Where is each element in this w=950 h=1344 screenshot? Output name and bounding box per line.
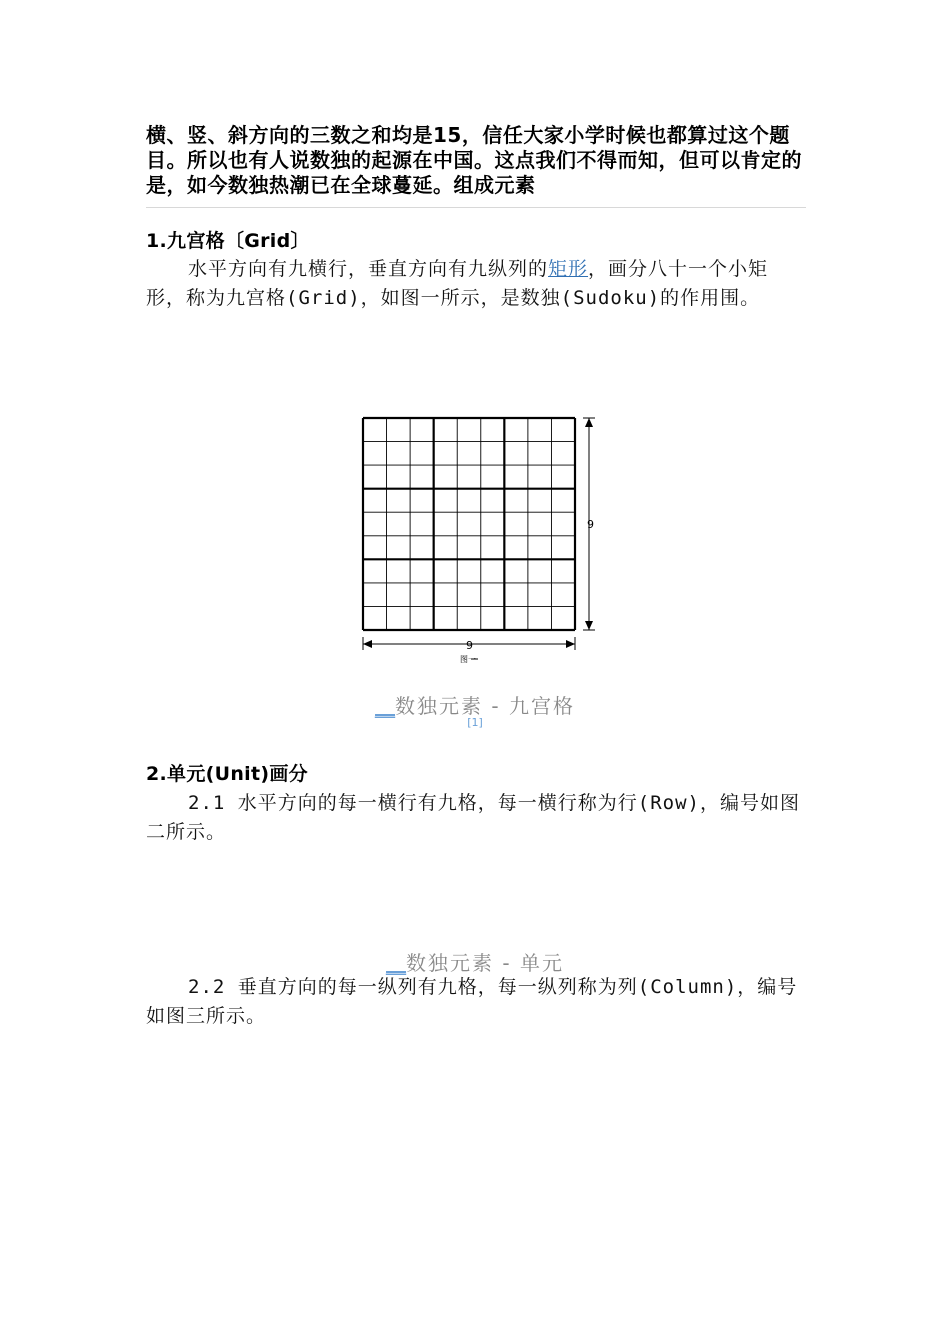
section-heading-grid: 1.九宫格〔Grid〕 (146, 230, 310, 252)
caption-text: 数独元素 - 单元 (406, 951, 564, 975)
section-heading-unit: 2.单元(Unit)画分 (146, 763, 308, 785)
figure-caption-grid (0, 690, 950, 719)
width-dimension (363, 637, 575, 652)
height-dimension (583, 418, 595, 630)
column-text: 2.2 垂直方向的每一纵列有九格，每一纵列称为列(Column)，编号如图三所示。 (146, 976, 798, 1027)
figure-caption-unit (0, 947, 950, 976)
row-description-paragraph (146, 789, 806, 847)
row-text: 2.1 水平方向的每一横行有九格，每一横行称为行(Row)，编号如图二所示。 (146, 792, 800, 843)
rectangle-link[interactable]: 矩形 (548, 258, 589, 280)
width-label: 9 (466, 639, 473, 652)
intro-paragraph: 横、竖、斜方向的三数之和均是15，信任大家小学时候也都算过这个题目。所以也有人说数独的起源在中国。这点我们不得而知，但可以肯定的是，如今数独热潮已在全球蔓延。组成元素 (146, 123, 802, 197)
height-label: 9 (587, 518, 594, 531)
caption-image-link[interactable]: __ (386, 951, 407, 975)
figure-number-label: 图一 (460, 655, 476, 664)
grid-lines (363, 418, 575, 630)
grid-description-paragraph (146, 255, 806, 313)
reference-link[interactable]: [1] (467, 716, 483, 729)
caption-text: 数独元素 - 九宫格 (395, 694, 575, 718)
divider (146, 207, 806, 208)
sudoku-grid-figure (350, 410, 610, 672)
caption-image-link[interactable]: __ (375, 694, 396, 718)
column-description-paragraph (146, 973, 806, 1031)
grid-text-before-link: 水平方向有九横行，垂直方向有九纵列的 (188, 258, 549, 280)
grid-text-after-link: ，画分八十一个小矩形，称为九宫格(Grid)，如图一所示，是数独(Sudoku)的作用围。 (146, 258, 769, 309)
